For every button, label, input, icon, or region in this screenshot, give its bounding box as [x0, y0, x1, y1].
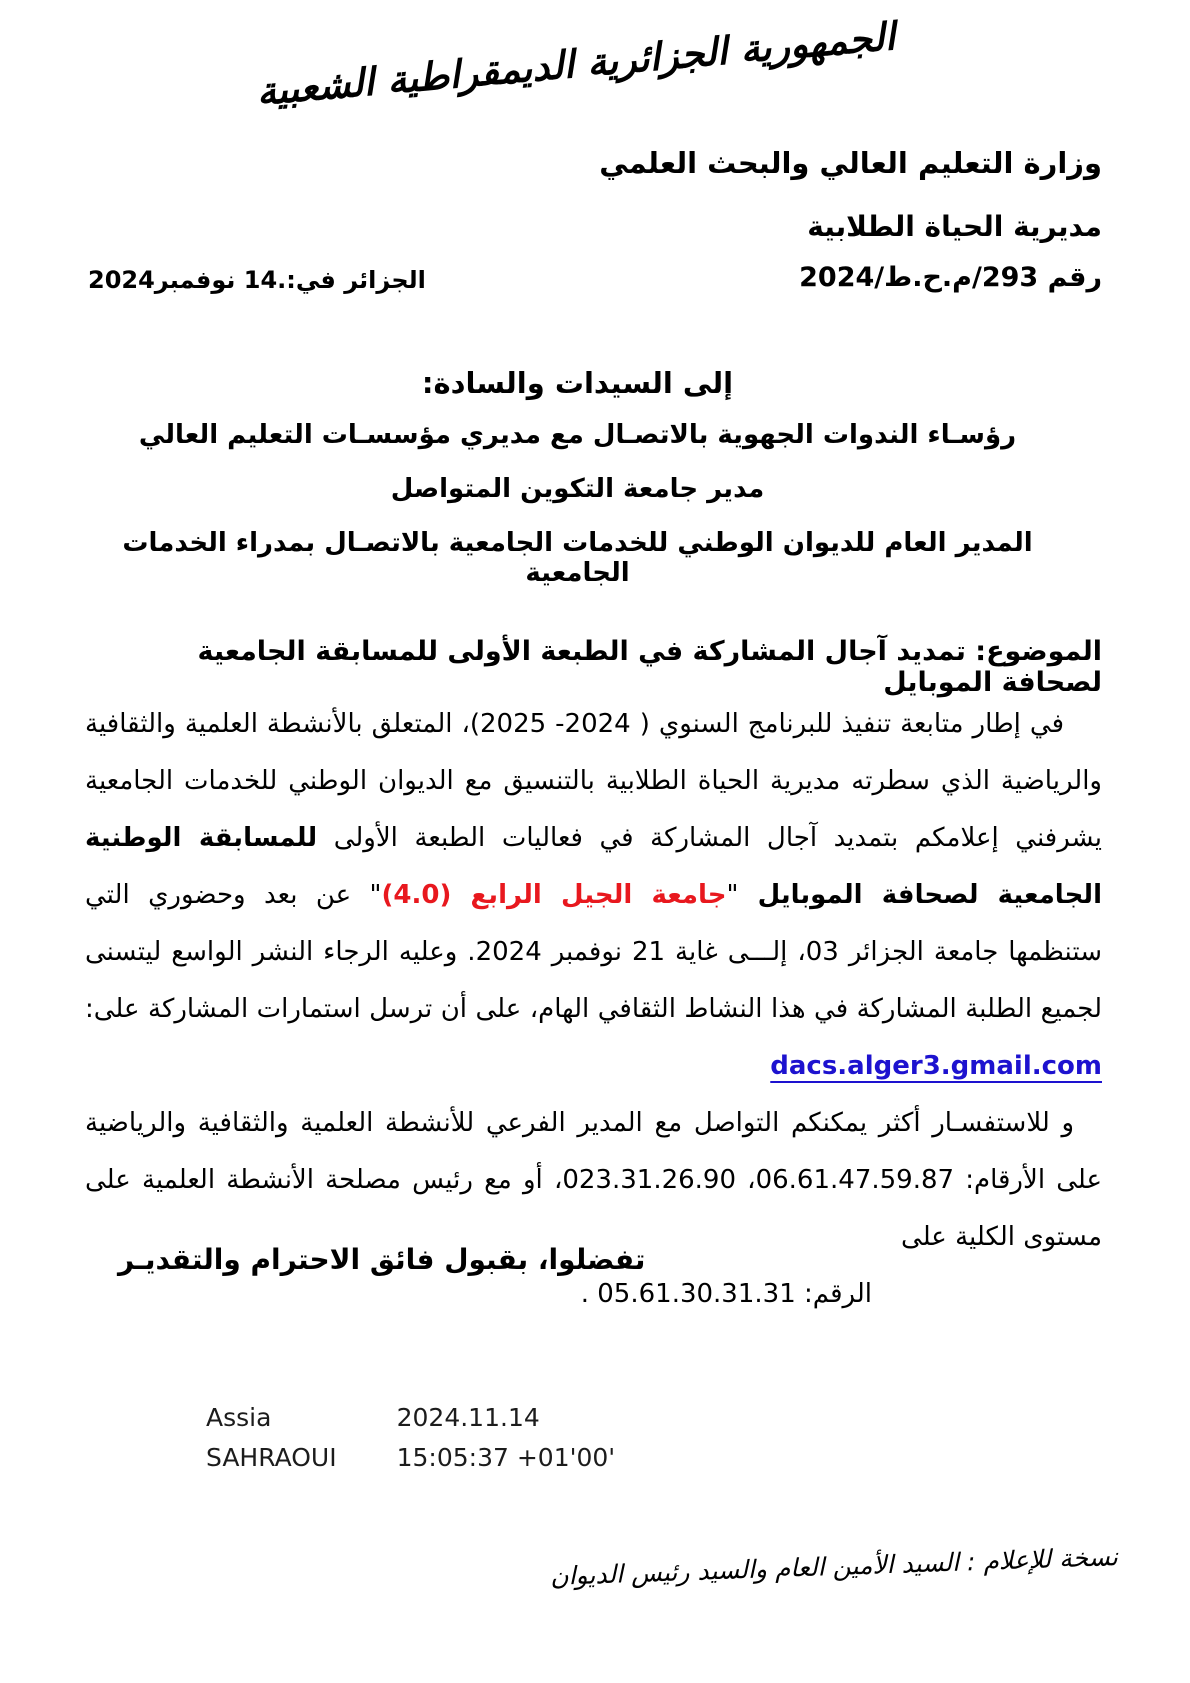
body-text-segment: جامعة الجيل الرابع (4.0): [381, 880, 727, 910]
addressees-block: [85, 366, 1070, 588]
reference-number: رقم 293/م.ح.ط/2024: [799, 262, 1102, 293]
body-text-segment: و للاستفسـار أكثر يمكنكم التواصل مع المدير الفرعي للأنشطة العلمية والثقافية والرياضية على الأرقام: 06.61.47.59.87، 023.31.26.90، أو مع رئيس مصلحة الأنشطة العلمية على مستوى الكلية على: [85, 1108, 1103, 1252]
letter-body: [85, 696, 1102, 1323]
signer-name: [206, 1398, 337, 1478]
addressee-line: المدير العام للديوان الوطني للخدمات الجامعية بالاتصـال بمدراء الخدمات الجامعية: [122, 528, 1033, 588]
addressee-line: مدير جامعة التكوين المتواصل: [390, 474, 765, 504]
body-paragraph-2: [85, 1095, 1102, 1266]
body-text-segment: للمسابقة الوطنية الجامعية لصحافة الموبايل: [85, 823, 1102, 910]
addressee-line: رؤسـاء الندوات الجهوية بالاتصـال مع مديري مؤسسـات التعليم العالي: [138, 420, 1017, 450]
copy-for-information-note: نسخة للإعلام : السيد الأمين العام والسيد رئيس الديوان: [549, 1542, 1119, 1591]
body-text-segment: ": [726, 880, 739, 910]
signature-date: 2024.11.14: [396, 1403, 540, 1432]
phone-number-line: الرقم: 05.61.30.31.31 .: [580, 1279, 872, 1309]
republic-title: الجمهورية الجزائرية الديمقراطية الشعبية: [254, 14, 897, 114]
place-and-date: الجزائر في:.14 نوفمبر2024: [88, 266, 426, 294]
subject-line: الموضوع: تمديد آجال المشاركة في الطبعة الأولى للمسابقة الجامعية لصحافة الموبايل: [197, 636, 1102, 698]
signer-last-name: SAHRAOUI: [206, 1443, 337, 1472]
directorate-title: مديرية الحياة الطلابية: [807, 210, 1102, 243]
signature-timestamp: [397, 1398, 616, 1478]
closing-courtesy: تفضلوا، بقبول فائق الاحترام والتقديـر: [118, 1243, 646, 1276]
signature-time: 15:05:37 +01'00': [396, 1443, 616, 1472]
email-link[interactable]: dacs.alger3.gmail.com: [770, 1051, 1102, 1081]
signer-first-name: Assia: [206, 1403, 272, 1432]
body-text-segment: يشرفني إعلامكم بتمديد آجال المشاركة في فعاليات الطبعة الأولى: [317, 823, 1103, 853]
addressees-salutation: إلى السيدات والسادة:: [421, 366, 734, 400]
body-text-segment: " عن بعد وحضوري التي ستنظمها جامعة الجزائر 03، إلـــى غاية 21 نوفمبر 2024. وعليه الرجاء النشر الواسع ليتسنى لجميع الطلبة المشاركة في هذا النشاط الثقافي الهام، على أن ترسل استمارات المشاركة على:: [85, 880, 1102, 1024]
body-text-segment: في إطار متابعة تنفيذ للبرنامج السنوي ( 2024- 2025)، المتعلق بالأنشطة العلمية والثقافية والرياضية الذي سطرته مديرية الحياة الطلابية بالتنسيق مع الديوان الوطني للخدمات الجامعية: [85, 709, 1102, 796]
ministry-title: وزارة التعليم العالي والبحث العلمي: [599, 146, 1102, 180]
body-paragraph-1: [85, 696, 1102, 1095]
digital-signature: [206, 1398, 615, 1478]
